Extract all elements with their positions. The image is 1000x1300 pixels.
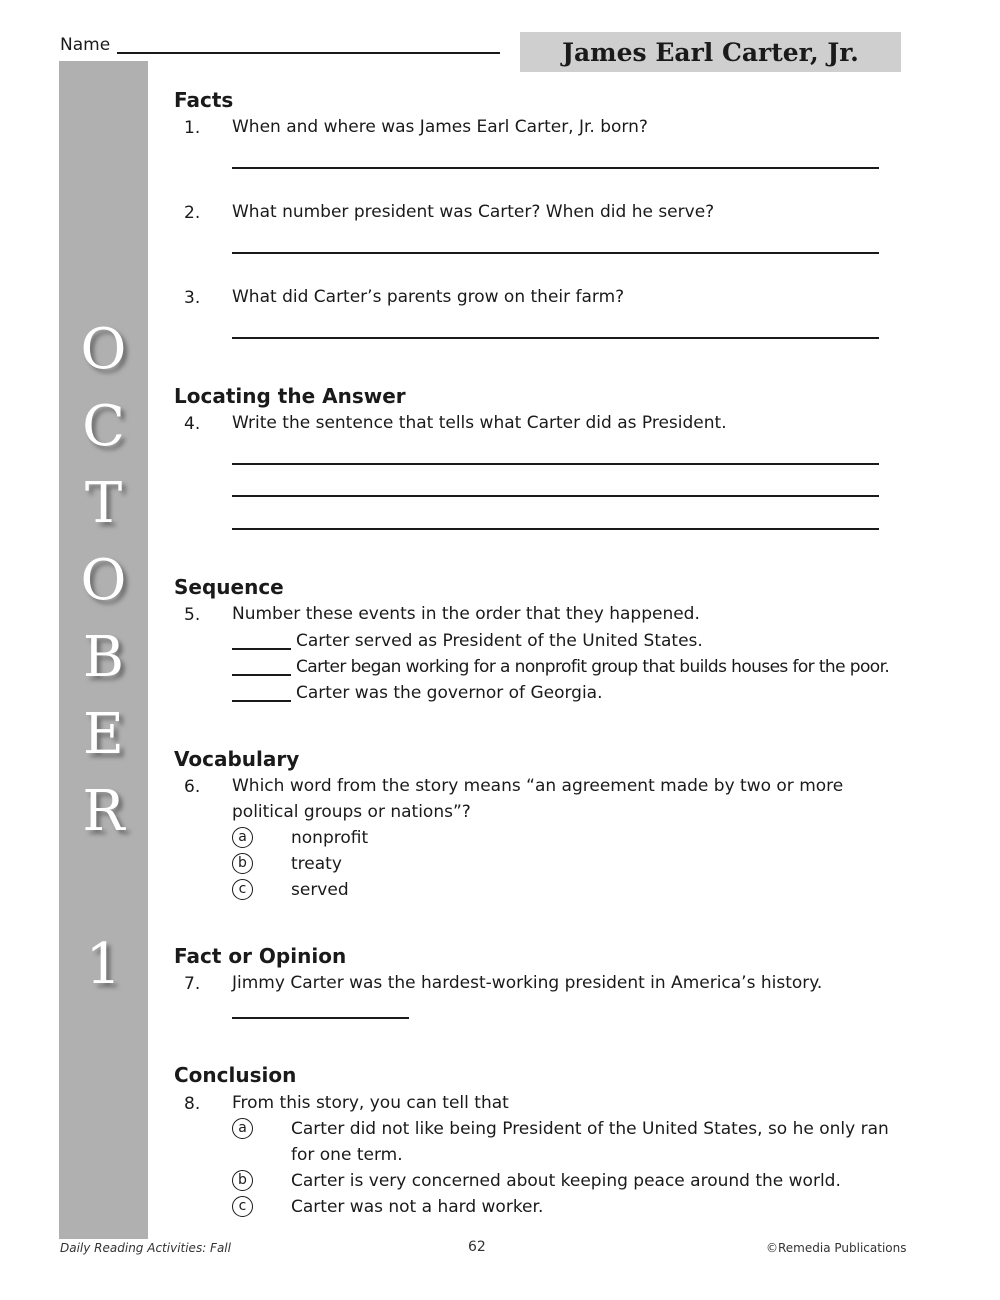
option-b-circle[interactable]: b (232, 853, 253, 874)
question-number: 8. (184, 1094, 201, 1114)
section-title-facts: Facts (174, 88, 234, 112)
question-text: When and where was James Earl Carter, Jr. born? (232, 117, 648, 137)
option-b-circle[interactable]: b (232, 1170, 253, 1191)
month-letter: B (82, 625, 125, 690)
sequence-blank[interactable] (232, 674, 291, 676)
option-a-circle[interactable]: a (232, 827, 253, 848)
option-text: treaty (291, 854, 342, 874)
answer-line[interactable] (232, 167, 879, 169)
question-text: political groups or nations”? (232, 802, 471, 822)
answer-line[interactable] (232, 495, 879, 497)
option-text: Carter was not a hard worker. (291, 1197, 544, 1217)
question-number: 6. (184, 777, 201, 797)
question-number: 4. (184, 414, 201, 434)
name-label: Name (60, 35, 111, 55)
option-text: nonprofit (291, 828, 369, 848)
option-text: Carter did not like being President of the United States, so he only ran (291, 1119, 889, 1139)
month-letter: C (82, 394, 125, 459)
option-text: served (291, 880, 349, 900)
answer-line[interactable] (232, 1017, 409, 1019)
page-number: 62 (468, 1239, 486, 1255)
option-text: Carter is very concerned about keeping peace around the world. (291, 1171, 841, 1191)
answer-line[interactable] (232, 463, 879, 465)
question-text: What did Carter’s parents grow on their farm? (232, 287, 625, 307)
month-letter: E (83, 702, 124, 767)
question-text: Number these events in the order that they happened. (232, 604, 700, 624)
section-title-sequence: Sequence (174, 575, 284, 599)
month-letter: T (84, 471, 123, 536)
sequence-blank[interactable] (232, 700, 291, 702)
question-text: From this story, you can tell that (232, 1093, 509, 1113)
question-text: What number president was Carter? When did he serve? (232, 202, 715, 222)
month-letter: O (80, 548, 127, 613)
section-title-conclusion: Conclusion (174, 1063, 297, 1087)
question-text: Write the sentence that tells what Carter did as President. (232, 413, 727, 433)
question-text: Jimmy Carter was the hardest-working president in America’s history. (232, 973, 823, 993)
question-number: 3. (184, 288, 201, 308)
answer-line[interactable] (232, 528, 879, 530)
answer-line[interactable] (232, 337, 879, 339)
sequence-event: Carter served as President of the United States. (296, 631, 703, 651)
option-a-circle[interactable]: a (232, 1118, 253, 1139)
day-number: 1 (85, 932, 122, 997)
month-letter: R (82, 779, 125, 844)
question-number: 1. (184, 118, 201, 138)
option-c-circle[interactable]: c (232, 879, 253, 900)
question-number: 7. (184, 974, 201, 994)
month-letter: O (80, 317, 127, 382)
section-title-vocabulary: Vocabulary (174, 747, 300, 771)
question-number: 5. (184, 605, 201, 625)
answer-line[interactable] (232, 252, 879, 254)
footer-book-title: Daily Reading Activities: Fall (60, 1241, 231, 1255)
question-number: 2. (184, 203, 201, 223)
option-c-circle[interactable]: c (232, 1196, 253, 1217)
section-title-fact-opinion: Fact or Opinion (174, 944, 347, 968)
question-text: Which word from the story means “an agreement made by two or more (232, 776, 844, 796)
footer-copyright: ©Remedia Publications (766, 1241, 907, 1255)
sequence-event: Carter began working for a nonprofit group that builds houses for the poor. (296, 657, 890, 677)
page-title: James Earl Carter, Jr. (562, 37, 859, 67)
option-text: for one term. (291, 1145, 403, 1165)
sequence-event: Carter was the governor of Georgia. (296, 683, 603, 703)
title-box (520, 32, 901, 72)
name-line (117, 52, 500, 54)
section-title-locating: Locating the Answer (174, 384, 406, 408)
sequence-blank[interactable] (232, 648, 291, 650)
